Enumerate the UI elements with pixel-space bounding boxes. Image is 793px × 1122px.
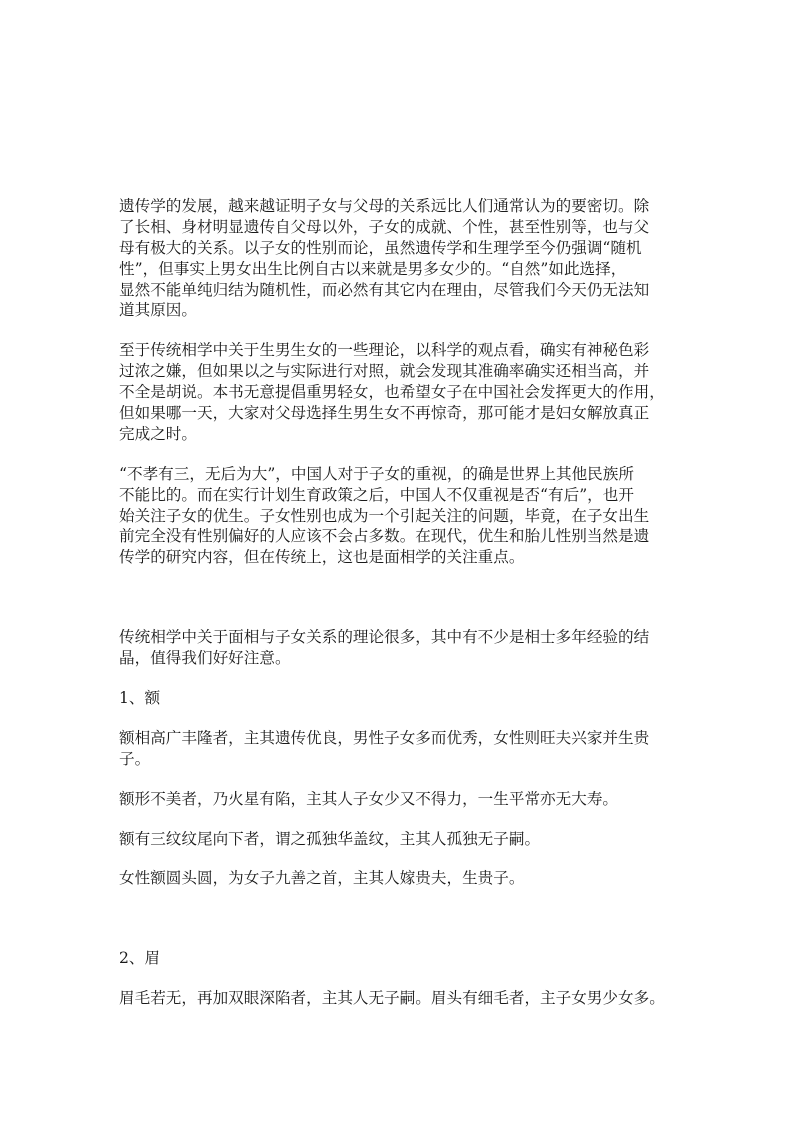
text-line: 不全是胡说。本书无意提倡重男轻女，也希望女子在中国社会发挥更大的作用， (119, 383, 665, 402)
section-heading-forehead: 1、额 (119, 688, 161, 707)
paragraph-traditional-theory (119, 340, 671, 444)
text-line: 母有极大的关系。以子女的性别而论，虽然遗传学和生理学至今仍强调“随机 (119, 238, 642, 257)
text-line: 子。 (119, 749, 151, 768)
text-line: 过浓之嫌，但如果以之与实际进行对照，就会发现其准确率确实还相当高，并 (119, 362, 650, 381)
text-line: 至于传统相学中关于生男生女的一些理论，以科学的观点看，确实有神秘色彩 (119, 341, 650, 360)
text-line: 不能比的。而在实行计划生育政策之后，中国人不仅重视是否“有后”，也开 (119, 485, 634, 504)
paragraph-forehead-2 (119, 789, 671, 810)
text-line: 眉毛若无，再加双眼深陷者，主其人无子嗣。眉头有细毛者，主子女男少女多。 (119, 989, 665, 1008)
text-line: 额形不美者，乃火星有陷，主其人子女少又不得力，一生平常亦无大寿。 (119, 789, 619, 808)
text-line: 传学的研究内容，但在传统上，这也是面相学的关注重点。 (119, 548, 525, 567)
text-line: 了长相、身材明显遗传自父母以外，子女的成就、个性，甚至性别等，也与父 (119, 217, 650, 236)
text-line: 传统相学中关于面相与子女关系的理论很多，其中有不少是相士多年经验的结 (119, 628, 650, 647)
paragraph-eyebrow-1 (119, 988, 671, 1009)
text-line: 额相高广丰隆者，主其遗传优良，男性子女多而优秀，女性则旺夫兴家并生贵 (119, 728, 650, 747)
paragraph-face-children-intro (119, 627, 671, 669)
paragraph-filial-piety (119, 464, 671, 568)
text-line: 完成之时。 (119, 424, 197, 443)
text-line: 额有三纹纹尾向下者，谓之孤独华盖纹，主其人孤独无子嗣。 (119, 829, 541, 848)
document-body (119, 196, 671, 1028)
text-line: 道其原因。 (119, 301, 197, 320)
text-line: 女性额圆头圆，为女子九善之首，主其人嫁贵夫，生贵子。 (119, 869, 525, 888)
text-line: 始关注子女的优生。子女性别也成为一个引起关注的问题，毕竟，在子女出生 (119, 506, 650, 525)
text-line: 但如果哪一天，大家对父母选择生男生女不再惊奇，那可能才是妇女解放真正 (119, 404, 650, 423)
section-heading-eyebrow: 2、眉 (119, 949, 161, 968)
text-line: 显然不能单纯归结为随机性，而必然有其它内在理由，尽管我们今天仍无法知 (119, 280, 650, 299)
paragraph-forehead-4 (119, 868, 671, 889)
paragraph-genetics-intro (119, 196, 671, 321)
blank-paragraph (119, 908, 671, 929)
text-line: “不孝有三，无后为大”，中国人对于子女的重视，的确是世界上其他民族所 (119, 464, 634, 483)
blank-paragraph (119, 587, 671, 608)
paragraph-forehead-3 (119, 829, 671, 850)
text-line: 遗传学的发展，越来越证明子女与父母的关系远比人们通常认为的要密切。除 (119, 197, 650, 215)
paragraph-forehead-1 (119, 728, 671, 770)
text-line: 晶，值得我们好好注意。 (119, 649, 291, 668)
text-line: 性”，但事实上男女出生比例自古以来就是男多女少的。“自然”如此选择， (119, 259, 627, 278)
text-line: 前完全没有性别偏好的人应该不会占多数。在现代，优生和胎儿性别当然是遗 (119, 527, 650, 546)
